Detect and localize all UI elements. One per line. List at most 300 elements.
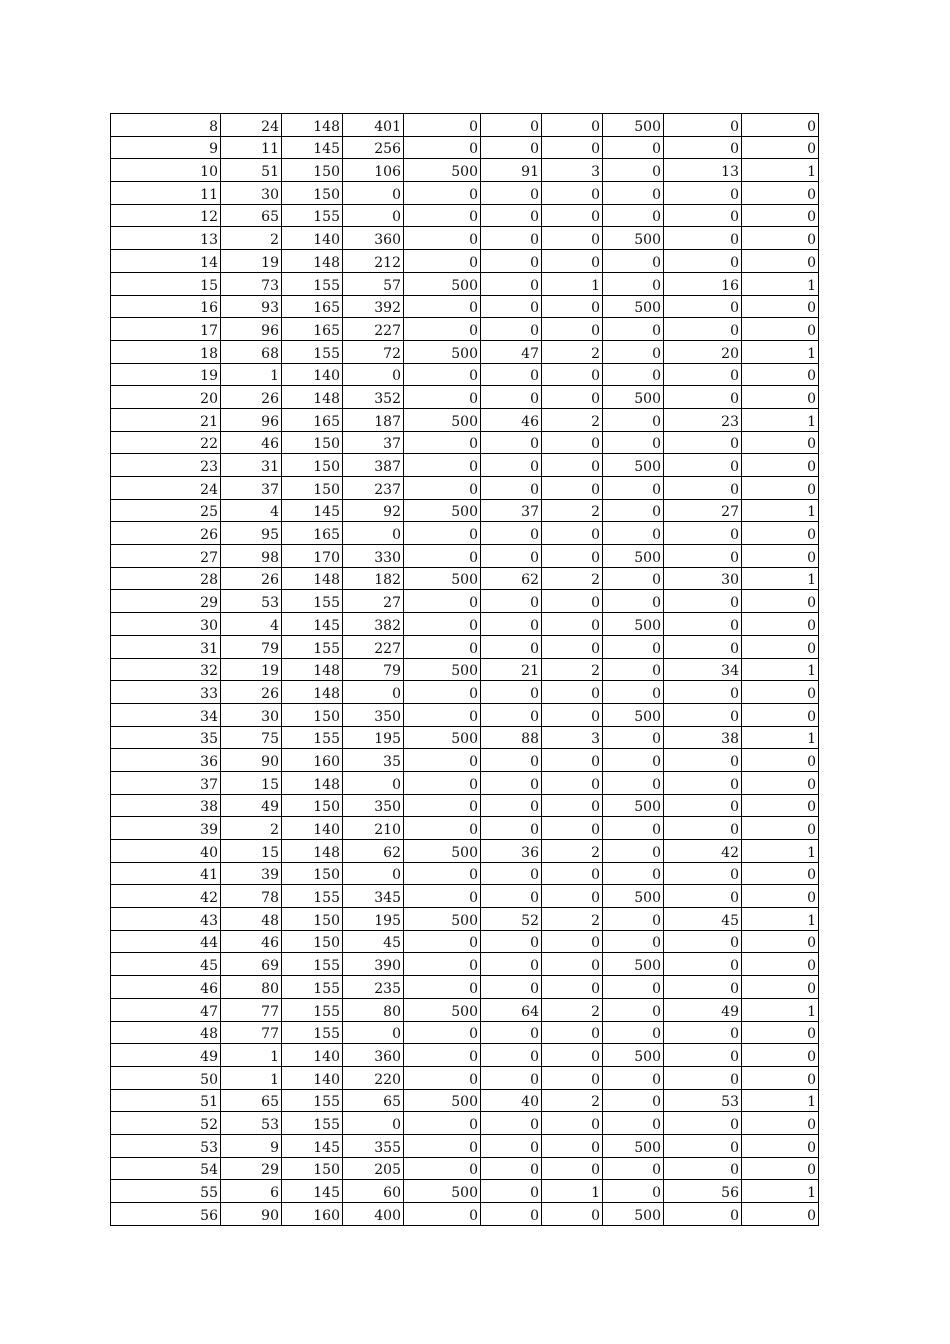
table-row (111, 204, 819, 227)
table-cell: 0 (481, 703, 542, 726)
table-cell: 0 (542, 749, 603, 772)
table-cell: 64 (481, 998, 542, 1021)
table-cell: 0 (603, 340, 664, 363)
table-cell: 13 (664, 159, 742, 182)
table-cell: 0 (664, 295, 742, 318)
table-cell: 150 (282, 862, 343, 885)
table-cell: 500 (404, 499, 481, 522)
table-cell: 18 (111, 340, 221, 363)
table-cell: 205 (343, 1157, 404, 1180)
table-cell: 46 (111, 976, 221, 999)
table-cell: 0 (404, 1066, 481, 1089)
table-cell: 145 (282, 1134, 343, 1157)
table-cell: 500 (404, 726, 481, 749)
table-cell: 0 (664, 114, 742, 137)
table-cell: 0 (404, 1044, 481, 1067)
table-cell: 500 (603, 613, 664, 636)
table-row (111, 431, 819, 454)
table-cell: 0 (603, 840, 664, 863)
table-cell: 2 (542, 908, 603, 931)
table-cell: 0 (742, 431, 819, 454)
table-cell: 0 (742, 862, 819, 885)
table-row (111, 590, 819, 613)
table-cell: 2 (542, 840, 603, 863)
table-cell: 150 (282, 930, 343, 953)
table-cell: 500 (603, 885, 664, 908)
table-cell: 0 (404, 771, 481, 794)
table-cell: 44 (111, 930, 221, 953)
table-cell: 77 (221, 998, 282, 1021)
table-cell: 0 (742, 771, 819, 794)
table-cell: 0 (542, 136, 603, 159)
table-cell: 148 (282, 681, 343, 704)
table-cell: 42 (664, 840, 742, 863)
table-cell: 36 (111, 749, 221, 772)
table-cell: 10 (111, 159, 221, 182)
table-cell: 54 (111, 1157, 221, 1180)
table-cell: 0 (664, 1044, 742, 1067)
table-cell: 0 (404, 635, 481, 658)
table-cell: 29 (221, 1157, 282, 1180)
table-cell: 0 (481, 1066, 542, 1089)
table-cell: 75 (221, 726, 282, 749)
table-cell: 0 (481, 749, 542, 772)
table-cell: 0 (404, 454, 481, 477)
table-cell: 53 (111, 1134, 221, 1157)
table-cell: 150 (282, 908, 343, 931)
table-cell: 3 (542, 159, 603, 182)
table-cell: 0 (664, 204, 742, 227)
table-cell: 227 (343, 318, 404, 341)
table-cell: 0 (404, 545, 481, 568)
table-cell: 0 (603, 976, 664, 999)
table-cell: 0 (742, 953, 819, 976)
table-cell: 0 (542, 635, 603, 658)
table-cell: 0 (542, 182, 603, 205)
table-cell: 0 (603, 408, 664, 431)
table-cell: 0 (343, 522, 404, 545)
table-cell: 148 (282, 658, 343, 681)
table-cell: 0 (603, 250, 664, 273)
table-row (111, 1157, 819, 1180)
table-cell: 11 (221, 136, 282, 159)
table-cell: 17 (111, 318, 221, 341)
table-cell: 0 (404, 318, 481, 341)
table-cell: 0 (542, 386, 603, 409)
table-cell: 0 (404, 182, 481, 205)
table-cell: 500 (603, 227, 664, 250)
table-cell: 0 (481, 794, 542, 817)
table-cell: 14 (111, 250, 221, 273)
table-cell: 1 (742, 408, 819, 431)
table-cell: 49 (111, 1044, 221, 1067)
table-cell: 150 (282, 431, 343, 454)
table-cell: 237 (343, 477, 404, 500)
table-cell: 46 (221, 930, 282, 953)
table-cell: 0 (603, 635, 664, 658)
table-cell: 0 (742, 363, 819, 386)
table-cell: 1 (742, 567, 819, 590)
table-cell: 170 (282, 545, 343, 568)
table-row (111, 840, 819, 863)
table-cell: 0 (664, 454, 742, 477)
table-cell: 155 (282, 726, 343, 749)
table-cell: 0 (343, 771, 404, 794)
table-row (111, 408, 819, 431)
table-cell: 0 (742, 976, 819, 999)
table-cell: 40 (481, 1089, 542, 1112)
table-cell: 0 (603, 363, 664, 386)
table-cell: 0 (481, 114, 542, 137)
table-cell: 0 (742, 749, 819, 772)
table-cell: 0 (404, 930, 481, 953)
table-cell: 0 (664, 182, 742, 205)
table-row (111, 114, 819, 137)
table-cell: 0 (542, 1112, 603, 1135)
table-cell: 90 (221, 749, 282, 772)
table-cell: 2 (542, 408, 603, 431)
table-cell: 0 (664, 1021, 742, 1044)
table-cell: 0 (664, 477, 742, 500)
table-cell: 41 (111, 862, 221, 885)
table-cell: 0 (742, 681, 819, 704)
table-cell: 0 (542, 1066, 603, 1089)
table-cell: 0 (481, 1180, 542, 1203)
table-cell: 148 (282, 114, 343, 137)
table-cell: 0 (603, 159, 664, 182)
table-cell: 15 (111, 272, 221, 295)
table-row (111, 703, 819, 726)
table-cell: 30 (221, 703, 282, 726)
table-cell: 187 (343, 408, 404, 431)
table-cell: 0 (742, 522, 819, 545)
table-row (111, 136, 819, 159)
table-cell: 256 (343, 136, 404, 159)
table-cell: 148 (282, 250, 343, 273)
table-cell: 0 (481, 635, 542, 658)
table-cell: 45 (343, 930, 404, 953)
table-cell: 23 (664, 408, 742, 431)
table-cell: 23 (111, 454, 221, 477)
table-cell: 0 (542, 295, 603, 318)
table-cell: 0 (481, 295, 542, 318)
table-cell: 155 (282, 1112, 343, 1135)
table-cell: 0 (603, 590, 664, 613)
table-cell: 1 (542, 272, 603, 295)
table-cell: 73 (221, 272, 282, 295)
table-cell: 2 (221, 227, 282, 250)
table-cell: 0 (404, 613, 481, 636)
table-cell: 0 (664, 613, 742, 636)
table-cell: 39 (221, 862, 282, 885)
table-cell: 0 (603, 817, 664, 840)
table-cell: 400 (343, 1203, 404, 1226)
table-cell: 0 (742, 1157, 819, 1180)
table-cell: 37 (481, 499, 542, 522)
table-cell: 500 (404, 840, 481, 863)
table-row (111, 567, 819, 590)
table-row (111, 477, 819, 500)
table-cell: 0 (664, 930, 742, 953)
table-cell: 24 (111, 477, 221, 500)
table-cell: 53 (664, 1089, 742, 1112)
table-cell: 500 (603, 295, 664, 318)
table-cell: 500 (603, 953, 664, 976)
table-cell: 0 (742, 454, 819, 477)
table-row (111, 1089, 819, 1112)
table-cell: 0 (742, 613, 819, 636)
table-cell: 0 (404, 227, 481, 250)
table-cell: 0 (603, 771, 664, 794)
table-cell: 0 (603, 272, 664, 295)
table-cell: 11 (111, 182, 221, 205)
table-cell: 140 (282, 1066, 343, 1089)
table-cell: 40 (111, 840, 221, 863)
table-row (111, 272, 819, 295)
table-cell: 387 (343, 454, 404, 477)
table-cell: 15 (221, 840, 282, 863)
table-row (111, 340, 819, 363)
table-row (111, 976, 819, 999)
table-cell: 13 (111, 227, 221, 250)
table-cell: 500 (603, 1203, 664, 1226)
table-cell: 0 (603, 862, 664, 885)
table-cell: 0 (542, 930, 603, 953)
table-cell: 53 (221, 590, 282, 613)
table-cell: 0 (404, 953, 481, 976)
table-cell: 160 (282, 749, 343, 772)
table-cell: 2 (542, 567, 603, 590)
table-cell: 0 (481, 250, 542, 273)
table-cell: 165 (282, 408, 343, 431)
table-cell: 0 (742, 477, 819, 500)
table-cell: 0 (603, 1112, 664, 1135)
table-cell: 26 (111, 522, 221, 545)
table-cell: 0 (404, 1112, 481, 1135)
table-cell: 0 (664, 1134, 742, 1157)
table-cell: 28 (111, 567, 221, 590)
table-cell: 0 (664, 749, 742, 772)
table-cell: 72 (343, 340, 404, 363)
table-cell: 0 (664, 817, 742, 840)
table-row (111, 454, 819, 477)
table-cell: 19 (111, 363, 221, 386)
table-row (111, 817, 819, 840)
table-cell: 8 (111, 114, 221, 137)
table-row (111, 1066, 819, 1089)
table-row (111, 953, 819, 976)
table-cell: 235 (343, 976, 404, 999)
table-cell: 500 (404, 567, 481, 590)
table-cell: 0 (542, 817, 603, 840)
table-cell: 0 (481, 1157, 542, 1180)
table-cell: 0 (542, 681, 603, 704)
table-cell: 0 (404, 1134, 481, 1157)
table-cell: 0 (404, 885, 481, 908)
table-row (111, 613, 819, 636)
table-cell: 24 (221, 114, 282, 137)
table-cell: 26 (221, 567, 282, 590)
table-cell: 2 (221, 817, 282, 840)
table-cell: 1 (742, 658, 819, 681)
table-cell: 0 (742, 318, 819, 341)
table-cell: 0 (664, 386, 742, 409)
table-cell: 0 (603, 136, 664, 159)
table-cell: 392 (343, 295, 404, 318)
table-cell: 2 (542, 1089, 603, 1112)
table-cell: 155 (282, 1021, 343, 1044)
table-cell: 19 (221, 250, 282, 273)
table-cell: 51 (111, 1089, 221, 1112)
table-cell: 1 (221, 1044, 282, 1067)
table-cell: 1 (742, 340, 819, 363)
table-cell: 0 (664, 318, 742, 341)
table-cell: 0 (603, 204, 664, 227)
table-cell: 0 (603, 1157, 664, 1180)
table-cell: 0 (603, 658, 664, 681)
table-cell: 0 (603, 522, 664, 545)
table-cell: 52 (481, 908, 542, 931)
table-cell: 26 (221, 681, 282, 704)
table-cell: 150 (282, 1157, 343, 1180)
table-cell: 0 (481, 477, 542, 500)
table-cell: 36 (481, 840, 542, 863)
table-cell: 47 (111, 998, 221, 1021)
table-cell: 2 (542, 340, 603, 363)
table-cell: 330 (343, 545, 404, 568)
table-cell: 35 (111, 726, 221, 749)
table-cell: 0 (404, 1157, 481, 1180)
table-cell: 0 (404, 1021, 481, 1044)
table-cell: 0 (404, 363, 481, 386)
table-cell: 35 (343, 749, 404, 772)
table-cell: 150 (282, 159, 343, 182)
table-cell: 0 (542, 794, 603, 817)
table-cell: 0 (603, 431, 664, 454)
table-cell: 227 (343, 635, 404, 658)
table-cell: 20 (111, 386, 221, 409)
table-cell: 0 (664, 1112, 742, 1135)
table-cell: 0 (542, 771, 603, 794)
table-cell: 1 (742, 272, 819, 295)
table-row (111, 658, 819, 681)
table-cell: 98 (221, 545, 282, 568)
table-cell: 0 (481, 681, 542, 704)
table-cell: 195 (343, 908, 404, 931)
table-cell: 500 (404, 408, 481, 431)
table-cell: 350 (343, 794, 404, 817)
table-cell: 145 (282, 136, 343, 159)
table-cell: 95 (221, 522, 282, 545)
table-cell: 0 (481, 771, 542, 794)
table-cell: 0 (542, 590, 603, 613)
table-cell: 46 (481, 408, 542, 431)
table-cell: 0 (664, 862, 742, 885)
table-cell: 0 (481, 363, 542, 386)
table-cell: 0 (481, 182, 542, 205)
table-cell: 38 (664, 726, 742, 749)
table-cell: 56 (664, 1180, 742, 1203)
table-cell: 155 (282, 998, 343, 1021)
table-cell: 15 (221, 771, 282, 794)
table-cell: 500 (603, 703, 664, 726)
table-cell: 0 (404, 794, 481, 817)
table-cell: 4 (221, 499, 282, 522)
table-cell: 52 (111, 1112, 221, 1135)
table-cell: 0 (742, 227, 819, 250)
table-cell: 155 (282, 976, 343, 999)
table-cell: 65 (221, 204, 282, 227)
table-cell: 350 (343, 703, 404, 726)
table-cell: 0 (603, 908, 664, 931)
table-cell: 0 (664, 703, 742, 726)
table-cell: 352 (343, 386, 404, 409)
table-cell: 0 (664, 522, 742, 545)
table-cell: 78 (221, 885, 282, 908)
table-cell: 27 (343, 590, 404, 613)
table-cell: 34 (664, 658, 742, 681)
table-cell: 0 (542, 114, 603, 137)
table-row (111, 681, 819, 704)
table-cell: 500 (404, 272, 481, 295)
table-cell: 0 (542, 545, 603, 568)
table-cell: 0 (404, 590, 481, 613)
table-cell: 4 (221, 613, 282, 636)
table-cell: 22 (111, 431, 221, 454)
table-cell: 1 (742, 998, 819, 1021)
table-cell: 45 (111, 953, 221, 976)
table-cell: 80 (343, 998, 404, 1021)
table-cell: 43 (111, 908, 221, 931)
table-cell: 0 (404, 295, 481, 318)
table-cell: 401 (343, 114, 404, 137)
table-cell: 29 (111, 590, 221, 613)
table-cell: 150 (282, 454, 343, 477)
table-cell: 500 (603, 1134, 664, 1157)
table-cell: 0 (603, 182, 664, 205)
table-cell: 0 (603, 726, 664, 749)
table-cell: 140 (282, 817, 343, 840)
table-cell: 0 (742, 885, 819, 908)
table-cell: 0 (542, 862, 603, 885)
table-cell: 0 (742, 635, 819, 658)
table-cell: 0 (664, 976, 742, 999)
table-cell: 21 (481, 658, 542, 681)
table-cell: 0 (664, 227, 742, 250)
table-cell: 0 (404, 114, 481, 137)
table-cell: 0 (542, 250, 603, 273)
table-cell: 79 (343, 658, 404, 681)
table-cell: 0 (404, 136, 481, 159)
table-cell: 0 (542, 1203, 603, 1226)
table-cell: 140 (282, 363, 343, 386)
table-row (111, 862, 819, 885)
table-cell: 0 (481, 953, 542, 976)
table-cell: 0 (481, 976, 542, 999)
table-cell: 0 (542, 703, 603, 726)
table-cell: 0 (481, 1134, 542, 1157)
table-cell: 49 (664, 998, 742, 1021)
table-cell: 0 (542, 431, 603, 454)
table-cell: 140 (282, 1044, 343, 1067)
table-row (111, 908, 819, 931)
table-cell: 48 (221, 908, 282, 931)
table-cell: 53 (221, 1112, 282, 1135)
table-cell: 0 (603, 567, 664, 590)
table-cell: 382 (343, 613, 404, 636)
table-cell: 0 (404, 681, 481, 704)
table-cell: 0 (481, 1044, 542, 1067)
